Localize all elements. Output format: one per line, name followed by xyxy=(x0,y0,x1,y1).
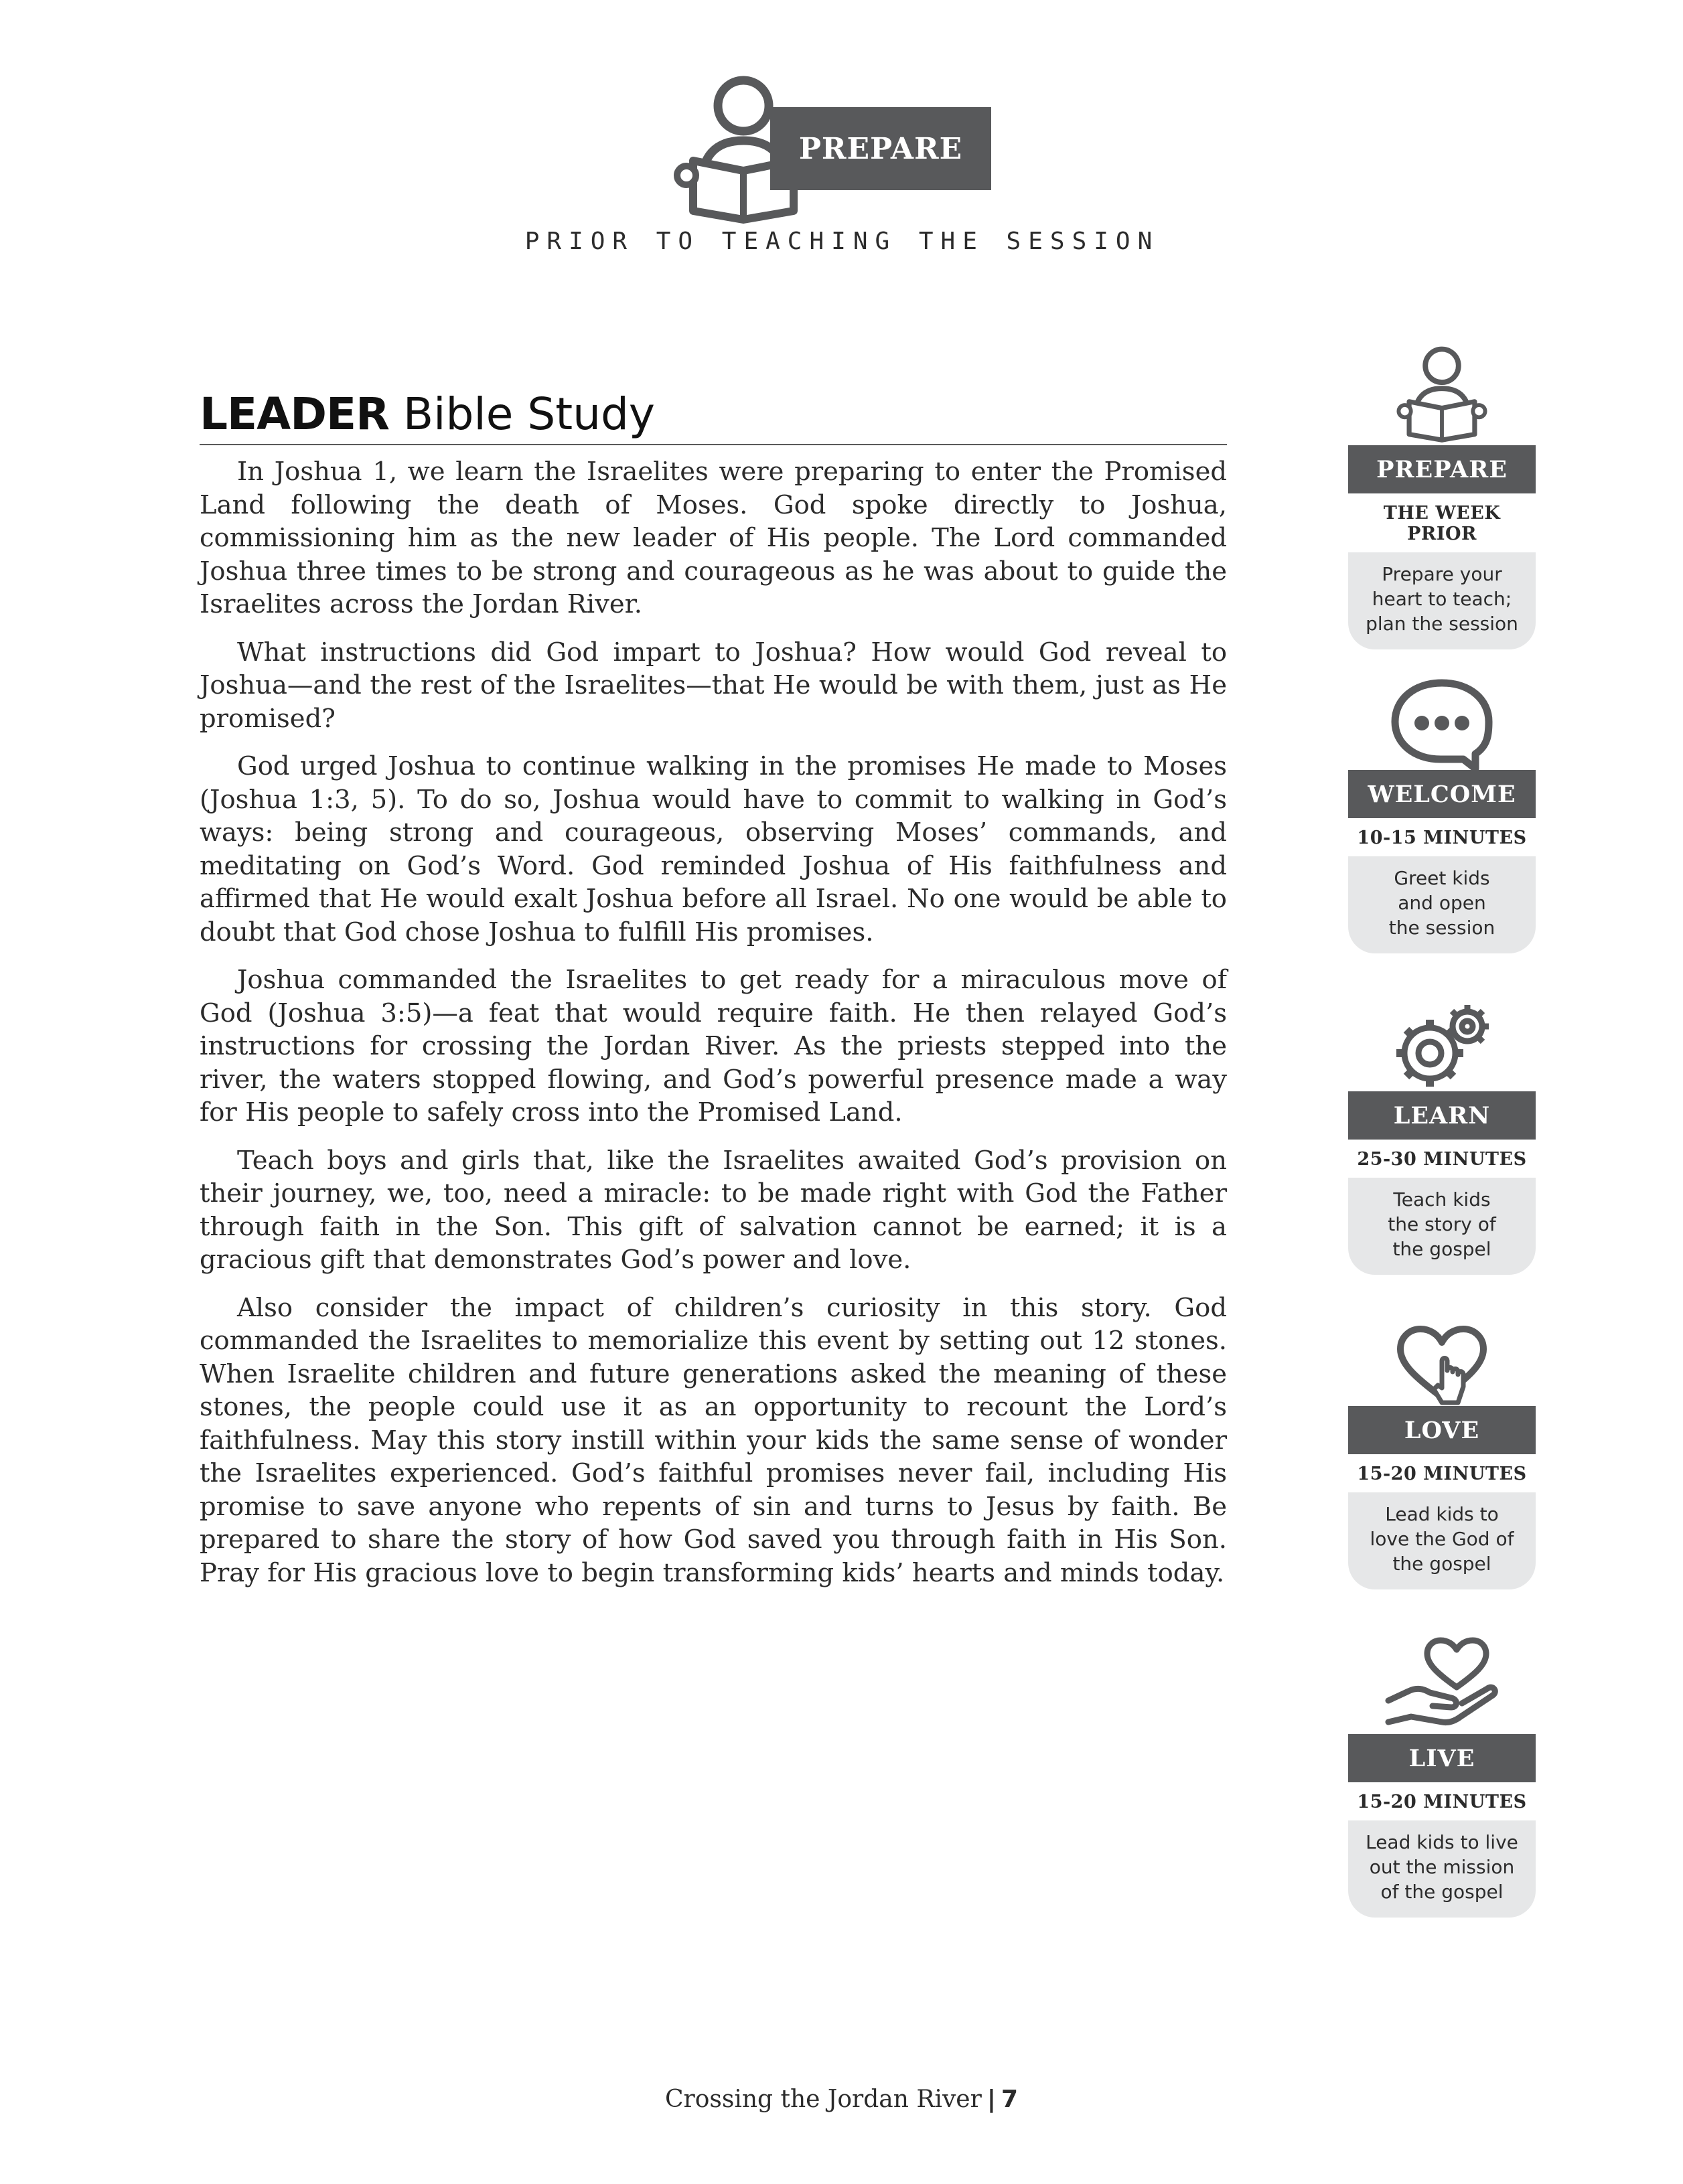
sidebar-description xyxy=(1348,1820,1536,1918)
paragraph: What instructions did God impart to Joshua? How would God reveal to Joshua—and the rest of the Israelites—that He would be with them, just as He promised? xyxy=(200,637,1227,734)
desc-line: love the God of xyxy=(1370,1528,1514,1550)
sidebar-label: LOVE xyxy=(1348,1406,1536,1454)
sidebar-time: THE WEEK PRIOR xyxy=(1383,503,1501,544)
desc-line: heart to teach; xyxy=(1372,588,1512,610)
paragraph: God urged Joshua to continue walking in the promises He made to Moses (Joshua 1:3, 5). To do so, Joshua would have to commit to walking in God’s ways: being strong and courageous, observing Moses’ commands, and meditating on God’s Word. God reminded Joshua of His faithfulness and affirmed that He would exalt Joshua before all Israel. No one would be able to doubt that God chose Joshua to fulfill His promises. xyxy=(200,751,1227,947)
sidebar-learn xyxy=(1348,1001,1536,1275)
sidebar-love xyxy=(1348,1322,1536,1589)
footer-session-title: Crossing the Jordan River xyxy=(664,2086,982,2113)
desc-line: Lead kids to live xyxy=(1366,1831,1518,1853)
desc-line: of the gospel xyxy=(1380,1881,1504,1903)
sidebar-label: PREPARE xyxy=(1348,445,1536,493)
sidebar-description xyxy=(1348,1492,1536,1589)
paragraph: In Joshua 1, we learn the Israelites were preparing to enter the Promised Land following the death of Moses. God spoke directly to Joshua, commissioning him as the new leader of His people. The Lord commanded Joshua three times to be strong and courageous as he was about to guide the Israelites across the Jordan River. xyxy=(200,457,1227,619)
sidebar-label: LIVE xyxy=(1348,1734,1536,1782)
page-number: 7 xyxy=(1001,2086,1019,2113)
hand-holding-heart-icon xyxy=(1382,1634,1502,1734)
title-bold: LEADER xyxy=(200,388,389,440)
sidebar-welcome xyxy=(1348,676,1536,953)
sidebar-label: LEARN xyxy=(1348,1091,1536,1140)
prepare-subtitle: PRIOR TO TEACHING THE SESSION xyxy=(524,228,1160,255)
sidebar-time: 15-20 MINUTES xyxy=(1357,1464,1527,1484)
footer-separator: | xyxy=(986,2086,996,2113)
desc-line: Lead kids to xyxy=(1385,1503,1499,1525)
sidebar-description xyxy=(1348,1178,1536,1275)
reader-with-book-icon xyxy=(1388,345,1495,445)
desc-line: the gospel xyxy=(1392,1238,1491,1260)
sidebar-description xyxy=(1348,856,1536,953)
desc-line: plan the session xyxy=(1366,613,1518,635)
sidebar-time: 25-30 MINUTES xyxy=(1357,1149,1527,1170)
desc-line: and open xyxy=(1398,892,1486,914)
page-footer xyxy=(0,2086,1683,2113)
desc-line: Prepare your xyxy=(1382,563,1502,585)
sidebar-live xyxy=(1348,1634,1536,1918)
prepare-banner: PREPARE xyxy=(770,107,991,190)
paragraph: Also consider the impact of children’s curiosity in this story. God commanded the Israelites to memorialize this event by setting out 12 stones. When Israelite children and future generations asked the meaning of these stones, the people could use it as an opportunity to recount the Lord’s faithfulness. May this story instill within your kids the same sense of wonder the Israelites experienced. God’s faithful promises never fail, including His promise to save anyone who repents of sin and turns to Jesus by faith. Be prepared to share the story of how God saved you through faith in His Son. Pray for His gracious love to begin transforming kids’ hearts and minds today. xyxy=(200,1292,1227,1588)
desc-line: out the mission xyxy=(1369,1856,1515,1878)
sidebar-prepare xyxy=(1348,345,1536,649)
leader-bible-study-title xyxy=(200,385,1227,445)
title-light: Bible Study xyxy=(403,388,655,440)
desc-line: the story of xyxy=(1388,1213,1496,1235)
speech-bubble-icon xyxy=(1388,676,1495,770)
study-body xyxy=(200,455,1227,1604)
desc-line: Teach kids xyxy=(1393,1188,1491,1211)
sidebar-label: WELCOME xyxy=(1348,770,1536,818)
desc-line: the session xyxy=(1388,917,1495,939)
gears-icon xyxy=(1388,1001,1495,1091)
sidebar-time: 10-15 MINUTES xyxy=(1357,828,1527,848)
sidebar-description xyxy=(1348,552,1536,649)
paragraph: Teach boys and girls that, like the Israelites awaited God’s provision on their journey, we, too, need a miracle: to be made right with God the Father through faith in the Son. This gift of salvation cannot be earned; it is a gracious gift that demonstrates God’s power and love. xyxy=(200,1145,1227,1275)
paragraph: Joshua commanded the Israelites to get ready for a miraculous move of God (Joshua 3:5)—a feat that would require faith. He then relayed God’s instructions for crossing the Jordan River. As the priests stepped into the river, the waters stopped flowing, and God’s powerful presence made a way for His people to safely cross into the Promised Land. xyxy=(200,965,1227,1127)
sidebar-time: 15-20 MINUTES xyxy=(1357,1792,1527,1812)
desc-line: the gospel xyxy=(1392,1553,1491,1575)
desc-line: Greet kids xyxy=(1394,867,1490,889)
heart-touch-icon xyxy=(1388,1322,1495,1406)
